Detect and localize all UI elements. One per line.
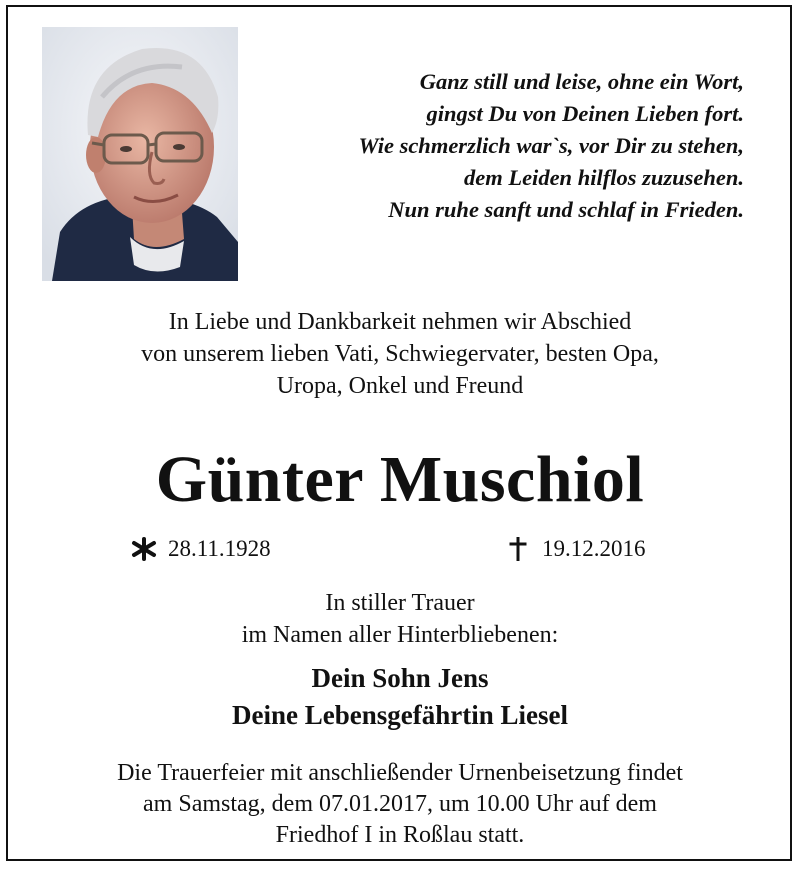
death-date (504, 534, 646, 564)
poem-line: Wie schmerzlich war`s, vor Dir zu stehen, (358, 133, 744, 158)
portrait-photo (42, 27, 238, 281)
ceremony-info (0, 758, 800, 851)
poem-line: Nun ruhe sanft und schlaf in Frieden. (388, 197, 744, 222)
intro-line: von unserem lieben Vati, Schwiegervater, besten Opa, (141, 341, 659, 367)
ceremony-line: Friedhof I in Roßlau statt. (275, 822, 525, 848)
deceased-name: Günter Muschiol (155, 443, 645, 516)
poem-line: gingst Du von Deinen Lieben fort. (426, 101, 744, 126)
intro-line: Uropa, Onkel und Freund (276, 373, 524, 399)
farewell-intro (0, 306, 800, 402)
birth-date (130, 534, 271, 564)
poem-line: dem Leiden hilflos zuzusehen. (463, 165, 744, 190)
birth-date-text: 28.11.1928 (168, 536, 271, 561)
memorial-poem (274, 66, 744, 226)
poem-line: Ganz still und leise, ohne ein Wort, (419, 69, 744, 94)
intro-line: In Liebe und Dankbarkeit nehmen wir Abschied (168, 309, 632, 335)
signers (0, 660, 800, 734)
cross-death-icon (504, 537, 532, 561)
asterisk-birth-icon (130, 537, 158, 561)
mourning-text (0, 587, 800, 651)
death-date-text: 19.12.2016 (542, 536, 646, 561)
mourning-line: im Namen aller Hinterbliebenen: (241, 622, 559, 648)
signer-name: Deine Lebensgefährtin Liesel (232, 700, 568, 730)
ceremony-line: Die Trauerfeier mit anschließender Urnenbeisetzung findet (117, 760, 683, 786)
signer-name: Dein Sohn Jens (311, 663, 489, 693)
ceremony-line: am Samstag, dem 07.01.2017, um 10.00 Uhr auf dem (143, 791, 657, 817)
mourning-line: In stiller Trauer (325, 590, 475, 616)
